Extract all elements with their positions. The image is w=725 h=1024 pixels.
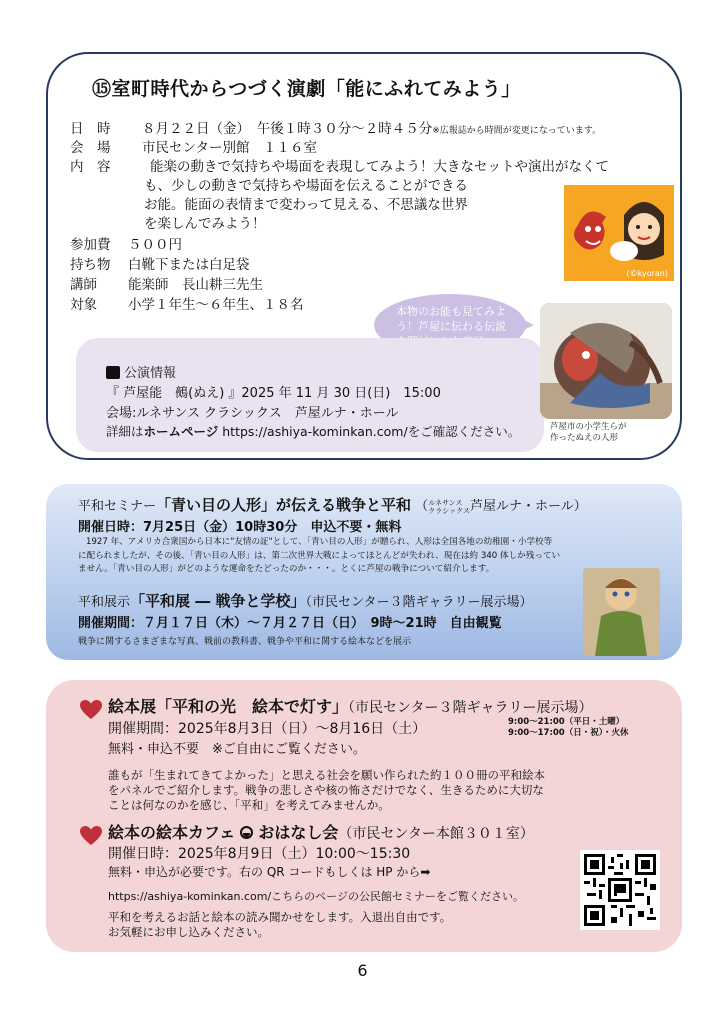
info-head-row bbox=[106, 362, 176, 381]
date-value: ８月２２日（金） 午後１時３０分～２時４５分 bbox=[142, 121, 433, 137]
noh-illustration bbox=[564, 185, 674, 281]
content-line-3: お能。能面の表情まで変わって見える、不思議な世界 bbox=[144, 197, 468, 213]
venue-label: 会 場 bbox=[70, 140, 111, 156]
ehon-period: 開催期間：2025年8月3日（日）～8月16日（土） bbox=[108, 721, 427, 737]
target-label: 対象 bbox=[70, 297, 97, 313]
content-line-1: 能楽の動きで気持ちや場面を表現してみよう！大きなセットや演出がなくて bbox=[150, 159, 609, 175]
qr-code-icon bbox=[584, 854, 656, 926]
fee-row bbox=[70, 236, 182, 254]
seminar-desc-line-1: 1927 年、アメリカ合衆国から日本に"友情の証"として、「青い目の人形」が贈られ、人形は全国各地の幼稚園・小学校等 bbox=[86, 537, 553, 547]
seminar-venue-small-2: クラシックス bbox=[428, 506, 470, 515]
teacher-value: 能楽師 長山耕三先生 bbox=[128, 277, 263, 293]
cafe-icon bbox=[240, 826, 253, 839]
bubble-line-1: 本物のお能も見てみよ bbox=[396, 305, 506, 318]
exhibit-pre: 平和展示 bbox=[78, 595, 131, 610]
cafe-venue: （市民センター本館３０１室） bbox=[338, 826, 534, 842]
info-venue-value: ルネサンス クラシックス 芦屋ルナ・ホール bbox=[136, 406, 399, 421]
photo-caption bbox=[550, 422, 627, 444]
ehon-desc bbox=[108, 768, 545, 813]
info-detail-pre: 詳細は bbox=[106, 424, 144, 439]
ehon-hours-2: 9:00～17:00（日・祝）・火休 bbox=[508, 728, 629, 738]
fee-label: 参加費 bbox=[70, 237, 111, 253]
seminar-title: 「青い目の人形」が伝える戦争と平和 bbox=[156, 496, 412, 514]
venue-row bbox=[70, 139, 317, 157]
info-venue-label: 会場: bbox=[106, 406, 137, 421]
bubble-line-2: う！芦屋に伝わる伝説 bbox=[396, 320, 506, 333]
exhibit-heading bbox=[78, 590, 532, 611]
ehon-desc-line-3: ことは何なのかを感じ、「平和」を考えてみませんか。 bbox=[108, 798, 390, 812]
photo-caption-line-2: 作ったぬえの人形 bbox=[550, 433, 619, 443]
cafe-heading bbox=[108, 820, 534, 843]
noh-mask-illustration-icon bbox=[564, 185, 674, 281]
noh-event-title: ⑮室町時代からつづく演劇「能にふれてみよう」 bbox=[92, 78, 521, 100]
heart-icon bbox=[80, 700, 102, 720]
date-note: ※広報誌から時間が変更になっています。 bbox=[432, 126, 602, 136]
info-icon bbox=[106, 366, 120, 379]
seminar-pre: 平和セミナー bbox=[78, 499, 157, 514]
ehon-heading bbox=[108, 694, 592, 717]
nue-puppet-photo bbox=[540, 303, 672, 419]
ehon-hours-1: 9:00～21:00（平日・土曜） bbox=[508, 717, 625, 727]
target-row bbox=[70, 296, 304, 314]
exhibit-desc: 戦争に関するさまざまな写真、戦前の教科書、戦争や平和に関する絵本などを展示 bbox=[78, 637, 412, 647]
cafe-desc-line-2: お気軽にお申し込みください。 bbox=[108, 925, 269, 939]
bring-label: 持ち物 bbox=[70, 257, 111, 273]
ehon-fee: 無料・申込不要 ※ご自由にご覧ください。 bbox=[108, 742, 366, 757]
heart-icon bbox=[80, 826, 102, 846]
cafe-fee: 無料・申込が必要です。右の QR コードもしくは HP から➡ bbox=[108, 865, 431, 879]
cafe-desc-line-1: 平和を考えるお話と絵本の読み聞かせをします。入退出自由です。 bbox=[108, 910, 452, 924]
seminar-venue: 芦屋ルナ・ホール） bbox=[469, 499, 587, 514]
performance-info-box bbox=[76, 338, 544, 452]
cafe-title-a: 絵本の絵本カフェ bbox=[108, 823, 236, 842]
peace-seminar-section bbox=[46, 484, 682, 660]
info-head: 公演情報 bbox=[124, 366, 177, 381]
content-line-4: を楽しんでみよう！ bbox=[144, 216, 266, 232]
venue-value: 市民センター別館 １１６室 bbox=[142, 140, 317, 156]
cafe-url[interactable]: https://ashiya-kominkan.com/こちらのページの公民館セミナーをご覧ください。 bbox=[108, 890, 524, 903]
bring-value: 白靴下または白足袋 bbox=[128, 257, 250, 273]
seminar-date: 開催日時：7月25日（金）10時30分 申込不要・無料 bbox=[78, 520, 402, 535]
info-url[interactable]: https://ashiya-kominkan.com/をご確認ください。 bbox=[218, 424, 521, 439]
homepage-link[interactable]: ホームページ bbox=[143, 424, 219, 439]
date-label: 日 時 bbox=[70, 121, 111, 137]
picture-book-section bbox=[46, 680, 682, 952]
illustration-credit: (©kyoran) bbox=[626, 269, 668, 278]
blue-eyed-doll-photo bbox=[583, 568, 660, 656]
cafe-desc bbox=[108, 910, 451, 940]
teacher-row bbox=[70, 276, 263, 294]
info-line-2 bbox=[106, 402, 398, 421]
photo-caption-line-1: 芦屋市の小学生らが bbox=[550, 422, 627, 432]
ehon-hours bbox=[508, 717, 628, 739]
seminar-desc-line-2: に配られましたが、その後、「青い目の人形」は、第二次世界大戦によってほとんどが失われ、現在は約 340 体しか残ってい bbox=[78, 550, 561, 561]
doll-image-icon bbox=[583, 568, 660, 656]
bring-row bbox=[70, 256, 250, 274]
seminar-desc-line-3: ません。「青い目の人形」がどのような運命をたどったのか・・・。とくに芦屋の戦争について紹介します。 bbox=[78, 564, 495, 574]
content-line-2: も、少しの動きで気持ちや場面を伝えることができる bbox=[144, 178, 468, 194]
cafe-title-b: おはなし会 bbox=[258, 823, 339, 842]
target-value: 小学１年生～６年生、１８名 bbox=[128, 297, 304, 313]
nue-puppet-image-icon bbox=[540, 303, 672, 419]
teacher-label: 講師 bbox=[70, 277, 97, 293]
ehon-desc-line-2: をパネルでご紹介します。戦争の悲しさや核の怖さだけでなく、生きるために大切な bbox=[108, 783, 544, 797]
page-number: 6 bbox=[357, 961, 368, 980]
exhibit-period: 開催期間：７月１７日（木）～７月２７日（日） 9時～21時 自由観覧 bbox=[78, 616, 502, 631]
content-label: 内 容 bbox=[70, 159, 111, 175]
exhibit-title: 「平和展 ― 戦争と学校」 bbox=[130, 592, 306, 610]
ehon-title: 絵本展「平和の光 絵本で灯す」 bbox=[108, 697, 349, 716]
fee-value: ５００円 bbox=[128, 237, 182, 253]
ehon-desc-line-1: 誰もが「生まれてきてよかった」と思える社会を願い作られた約１００冊の平和絵本 bbox=[108, 768, 545, 782]
info-line-3 bbox=[106, 422, 520, 440]
cafe-date: 開催日時：2025年8月9日（土）10:00～15:30 bbox=[108, 846, 411, 862]
seminar-desc bbox=[78, 536, 560, 577]
seminar-venue-small-1: ルネサンス bbox=[428, 498, 463, 507]
exhibit-venue: （市民センター３階ギャラリー展示場） bbox=[305, 595, 533, 610]
date-row bbox=[70, 120, 601, 140]
info-line-1: 『 芦屋能 鵺(ぬえ) 』2025 年 11 月 30 日(日) 15:00 bbox=[106, 386, 441, 401]
seminar-heading bbox=[78, 494, 587, 515]
noh-event-section bbox=[46, 52, 682, 460]
seminar-venue-small bbox=[428, 499, 470, 515]
seminar-venue-open: （ bbox=[415, 499, 429, 514]
qr-code[interactable] bbox=[580, 850, 660, 930]
ehon-venue: （市民センター３階ギャラリー展示場） bbox=[348, 700, 593, 716]
